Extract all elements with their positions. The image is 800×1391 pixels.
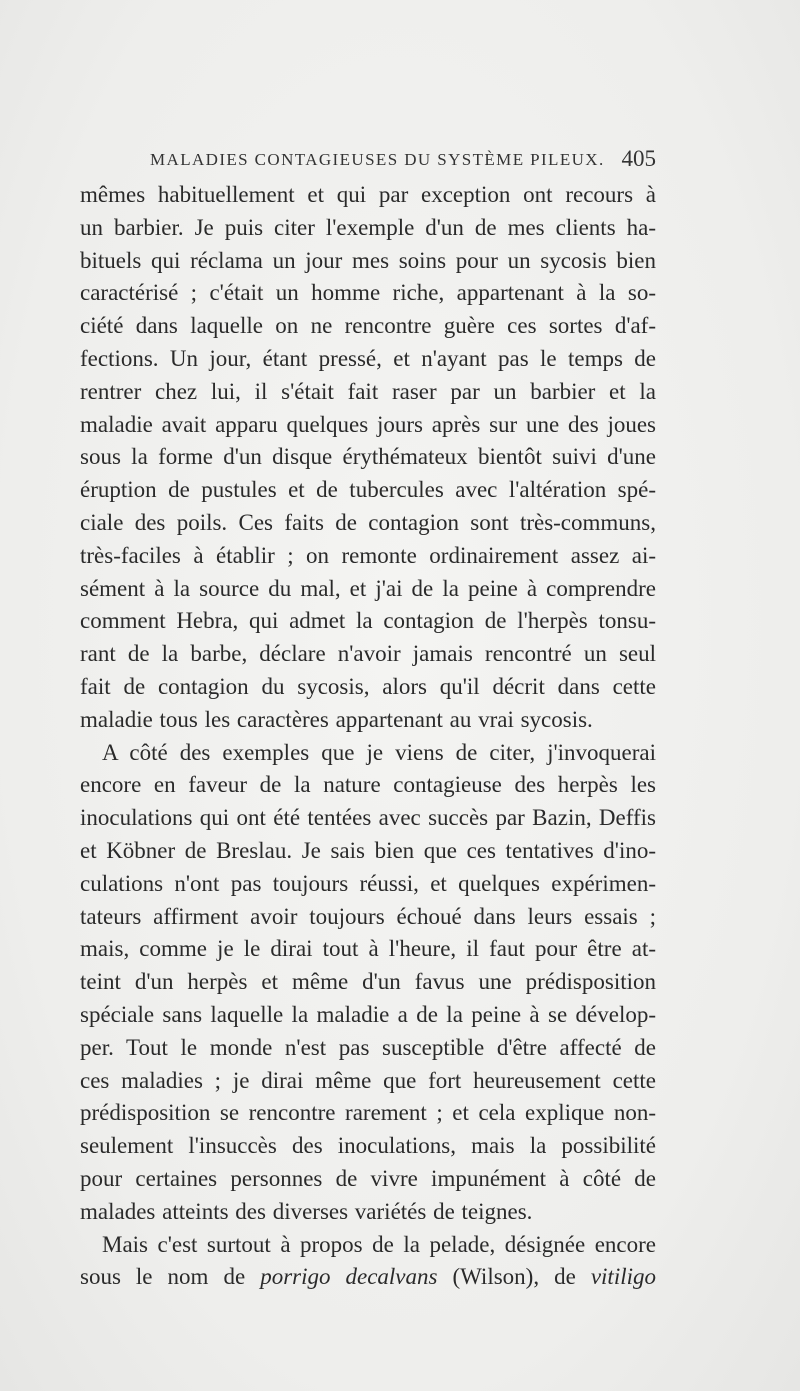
- text-line: pour certaines personnes de vivre impunément à côté de: [80, 1165, 656, 1191]
- text-line: per. Tout le monde n'est pas susceptible d'être affecté de: [80, 1034, 656, 1060]
- text-line: sous la forme d'un disque érythémateux bientôt suivi d'une: [80, 444, 656, 470]
- text-line: bituels qui réclama un jour mes soins pour un sycosis bien: [80, 247, 656, 273]
- text-line: culations n'ont pas toujours réussi, et quelques expérimen-: [80, 870, 656, 896]
- text-line: ciété dans laquelle on ne rencontre guère ces sortes d'af-: [80, 313, 656, 339]
- text-line: Mais c'est surtout à propos de la pelade, désignée encore: [102, 1231, 656, 1257]
- text-line: malades atteints des diverses variétés de teignes.: [80, 1198, 533, 1224]
- text-line: spéciale sans laquelle la maladie a de la peine à se dévelop-: [80, 1001, 656, 1027]
- text-line: rant de la barbe, déclare n'avoir jamais rencontré un seul: [80, 641, 656, 667]
- italic-term-vitiligo: vitiligo: [590, 1264, 656, 1290]
- text-line-with-italics: [80, 1261, 656, 1294]
- text-line: A côté des exemples que je viens de citer, j'invoquerai: [102, 739, 656, 765]
- page-number: 405: [621, 146, 656, 171]
- page-header: [150, 146, 656, 176]
- text-line: encore en faveur de la nature contagieuse des herpès les: [80, 772, 656, 798]
- text-line: rentrer chez lui, il s'était fait raser par un barbier et la: [80, 378, 656, 404]
- text-line: éruption de pustules et de tubercules avec l'altération spé-: [80, 477, 656, 503]
- text-line: fait de contagion du sycosis, alors qu'il décrit dans cette: [80, 673, 656, 699]
- text-line: inoculations qui ont été tentées avec succès par Bazin, Deffis: [80, 805, 656, 831]
- text-line: mais, comme je le dirai tout à l'heure, il faut pour être at-: [80, 936, 656, 962]
- running-title: MALADIES CONTAGIEUSES DU SYSTÈME PILEUX.: [150, 150, 605, 169]
- text-line: teint d'un herpès et même d'un favus une prédisposition: [80, 969, 656, 995]
- text-line: prédisposition se rencontre rarement ; et cela explique non-: [80, 1100, 656, 1126]
- text-line: très-faciles à établir ; on remonte ordinairement assez ai-: [80, 542, 656, 568]
- text-line: fections. Un jour, étant pressé, et n'ayant pas le temps de: [80, 345, 656, 371]
- text-line: maladie avait apparu quelques jours après sur une des joues: [80, 411, 656, 437]
- text-line: sément à la source du mal, et j'ai de la peine à comprendre: [80, 575, 656, 601]
- text-line: un barbier. Je puis citer l'exemple d'un de mes clients ha-: [80, 214, 656, 240]
- italic-term-porrigo: porrigo decalvans: [260, 1264, 438, 1290]
- text-run: (Wilson), de: [437, 1264, 591, 1290]
- text-line: tateurs affirment avoir toujours échoué dans leurs essais ;: [80, 903, 656, 929]
- text-line: comment Hebra, qui admet la contagion de l'herpès tonsu-: [80, 608, 656, 634]
- text-line: ces maladies ; je dirai même que fort heureusement cette: [80, 1067, 656, 1093]
- text-line: caractérisé ; c'était un homme riche, appartenant à la so-: [80, 280, 656, 306]
- text-line: seulement l'insuccès des inoculations, mais la possibilité: [80, 1133, 656, 1159]
- text-line: ciale des poils. Ces faits de contagion sont très-communs,: [80, 509, 656, 535]
- text-line: et Köbner de Breslau. Je sais bien que ces tentatives d'ino-: [80, 837, 656, 863]
- text-line: mêmes habituellement et qui par exception ont recours à: [80, 182, 656, 207]
- text-run: sous le nom de: [80, 1264, 261, 1290]
- body-text: [80, 179, 656, 1294]
- text-line: maladie tous les caractères appartenant au vrai sycosis.: [80, 706, 593, 732]
